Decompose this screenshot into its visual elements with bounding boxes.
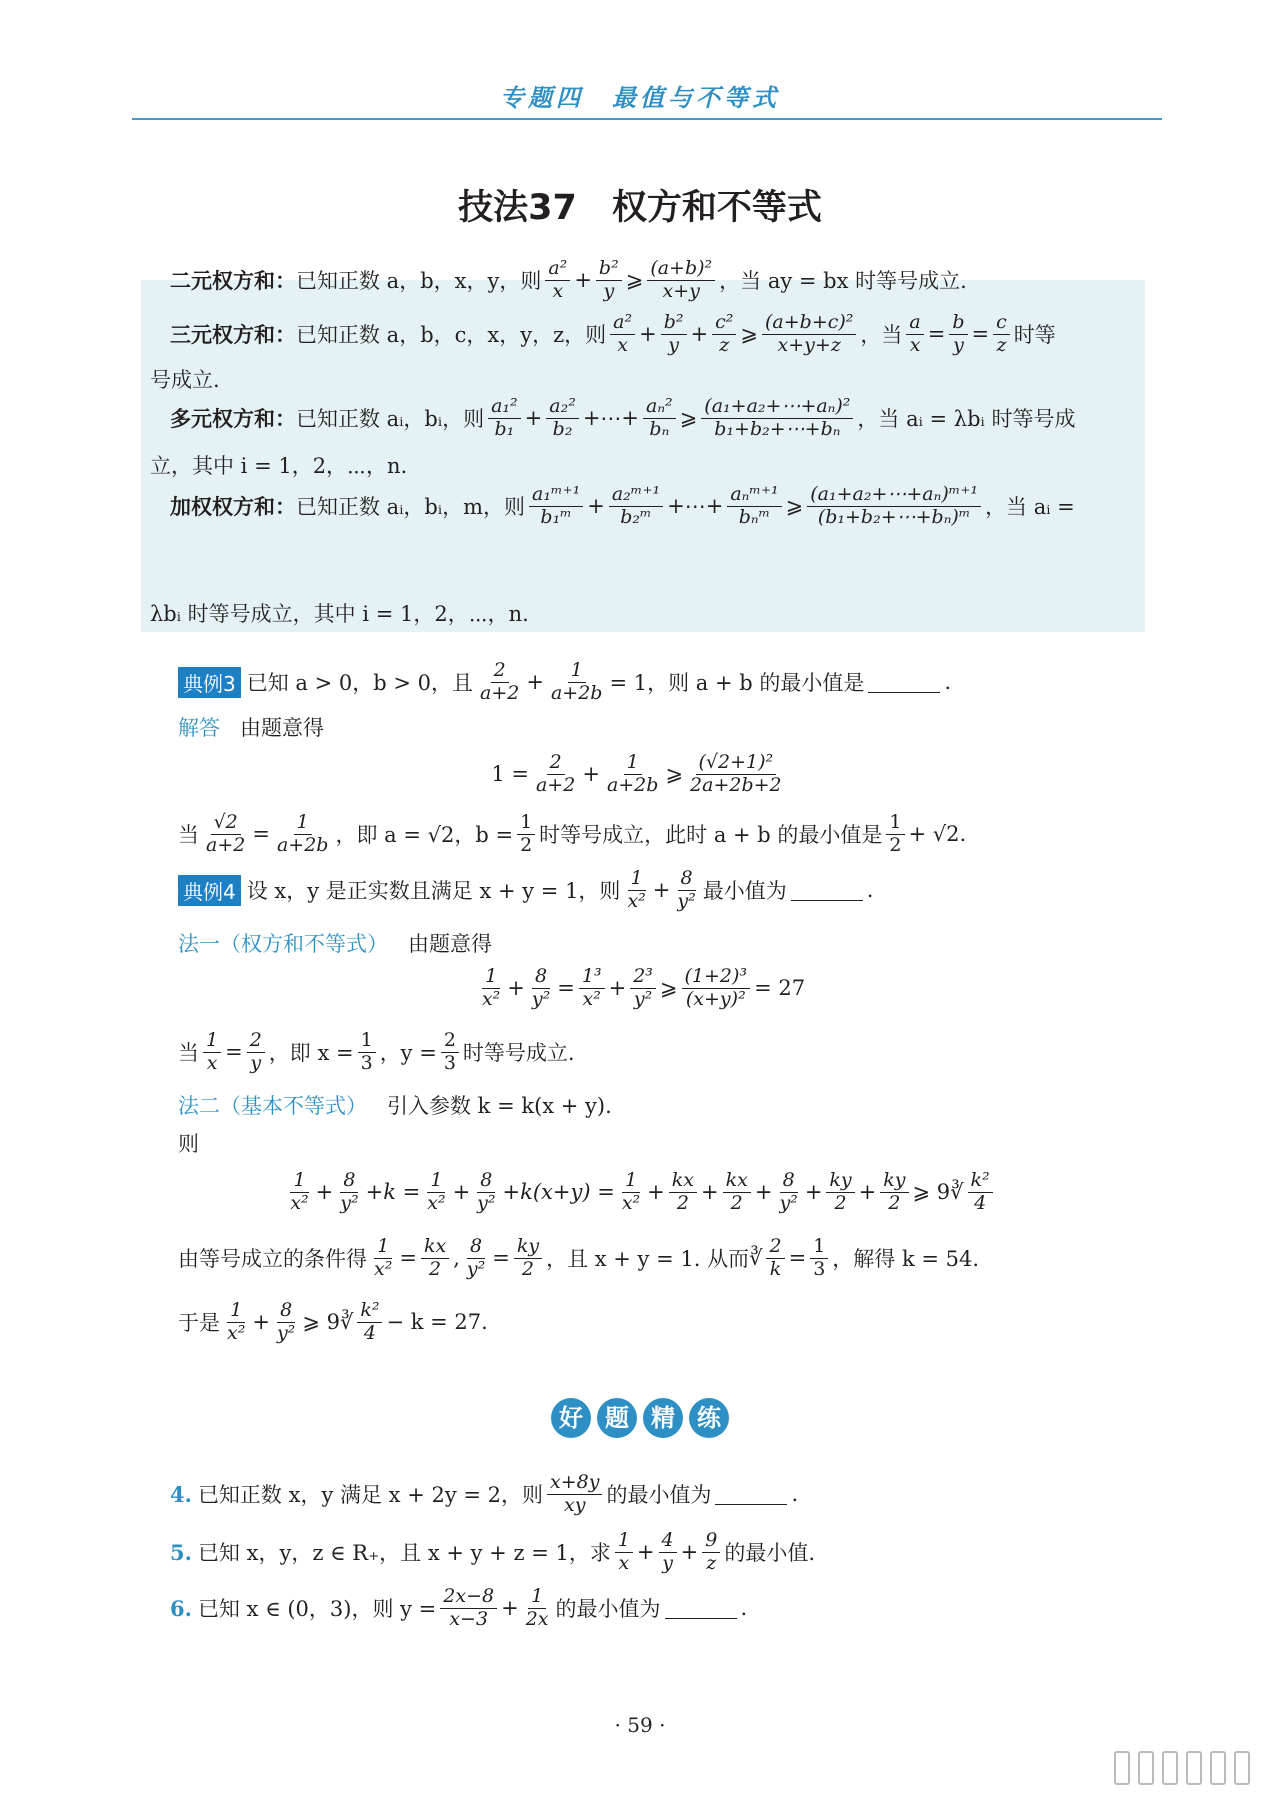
- practice-question-6: 6. 已知 x ∈ (0，3)，则 y = $\frac{2x-8}{x-3}$ + $\frac{1}{2x}$ 的最小值为 .: [170, 1585, 748, 1630]
- method-1-solution: 当 $\frac{1}{x}$ = $\frac{2}{y}$ ，即 x = $\frac{1}{3}$ ，y = $\frac{2}{3}$ 时等号成立.: [178, 1029, 575, 1074]
- method-2-label: 法二（基本不等式） 引入参数 k = k(x + y).: [178, 1094, 612, 1118]
- example-badge: 典例4: [178, 875, 241, 906]
- ternary-continued: 号成立.: [150, 368, 220, 392]
- practice-question-4: 4. 已知正数 x，y 满足 x + 2y = 2，则 $\frac{x+8y}{xy}$ 的最小值为 .: [170, 1471, 799, 1516]
- answer-blank: [715, 1484, 787, 1505]
- answer-blank: [868, 672, 940, 693]
- weighted-continued: λbᵢ 时等号成立，其中 i = 1，2，⋯，n.: [150, 602, 529, 626]
- example-badge: 典例3: [178, 667, 241, 698]
- example-3-answer-label: 解答 由题意得: [178, 716, 324, 740]
- equality-conditions: 由等号成立的条件得 $\frac{1}{\text{x²}}$ = $\frac{kx}{2}$ , $\frac{8}{\text{y²}}$ = $\frac{ky}{2}$ ，且 x + y = 1. 从而 ∛ $\frac{2}{k}$ = $\frac{1}{3}$ ，解得 k = 54.: [178, 1235, 980, 1280]
- header-rule: [132, 118, 1162, 120]
- answer-blank: [665, 1598, 737, 1619]
- running-head: 专题四 最值与不等式: [500, 83, 780, 112]
- answer-blank: [791, 880, 863, 901]
- example-4-question: 典例4 设 x，y 是正实数且满足 x + y = 1，则 $\frac{1}{\text{x²}}$ + $\frac{8}{\text{y²}}$ 最小值为 .: [178, 868, 873, 913]
- page-number: · 59 ·: [614, 1713, 666, 1737]
- final-result: 于是 $\frac{1}{\text{x²}}$ + $\frac{8}{\text{y²}}$ ⩾ 9∛ $\frac{\text{k²}}{4}$ − k = 27.: [178, 1299, 488, 1344]
- multi-power-mean: 多元权方和： 已知正数 aᵢ，bᵢ，则 $\frac{\text{a₁²}}{\text{b₁}}$ + $\frac{\text{a₂²}}{\text{b₂}}$ +⋯+ $\frac{\text{aₙ²}}{\text{bₙ}}$ ⩾ $\frac{\text{(a₁+a₂+⋯+aₙ)²}}{\text{b₁+b₂+⋯+bₙ}}$ ，当 aᵢ = λbᵢ 时等号成: [170, 395, 1076, 440]
- practice-section-badge: 好 题 精 练: [0, 1398, 1280, 1438]
- ternary-power-mean: 三元权方和： 已知正数 a，b，c，x，y，z，则 $\frac{\text{a²}}{x}$ + $\frac{\text{b²}}{y}$ + $\frac{\text{c²}}{z}$ ⩾ $\frac{\text{(a+b+c)²}}{x+y+z}$ ，当 $\frac{a}{x}$ = $\frac{b}{y}$ = $\frac{c}{z}$ 时等: [170, 311, 1056, 356]
- corner-marks: [1114, 1751, 1250, 1785]
- example-3-solution: 当 $\frac{√2}{a+2}$ = $\frac{1}{a+2b}$ ，即 a = √2，b = $\frac{1}{2}$ 时等号成立，此时 a + b 的最小值是 $\frac{1}{2}$ + √2.: [178, 811, 967, 856]
- weighted-power-mean: 加权权方和： 已知正数 aᵢ，bᵢ，m，则 $\frac{\text{a₁ᵐ⁺¹}}{\text{b₁ᵐ}}$ + $\frac{\text{a₂ᵐ⁺¹}}{\text{b₂ᵐ}}$ +⋯+ $\frac{\text{aₙᵐ⁺¹}}{\text{bₙᵐ}}$ ⩾ $\frac{\text{(a₁+a₂+⋯+aₙ)ᵐ⁺¹}}{\text{(b₁+b₂+⋯+bₙ)ᵐ}}$ ，当 aᵢ =: [170, 483, 1075, 528]
- binary-power-mean: 二元权方和： 已知正数 a，b，x，y，则 $\frac{\text{a²}}{x}$ + $\frac{\text{b²}}{y}$ ⩾ $\frac{\text{(a+b)²}}{x+y}$ ，当 ay = bx 时等号成立.: [170, 257, 967, 302]
- method-2-equation: $\frac{1}{\text{x²}}$ + $\frac{8}{\text{y²}}$ +k = $\frac{1}{\text{x²}}$ + $\frac{8}{\text{y²}}$ +k(x+y) = $\frac{1}{\text{x²}}$ + $\frac{kx}{2}$ + $\frac{kx}{2}$ + $\frac{8}{\text{y²}}$ + $\frac{ky}{2}$ + $\frac{ky}{2}$ ⩾ 9∛ $\frac{\text{k²}}{4}$: [0, 1170, 1280, 1215]
- practice-question-5: 5. 已知 x，y，z ∈ R₊，且 x + y + z = 1，求 $\frac{1}{x}$ + $\frac{4}{y}$ + $\frac{9}{z}$ 的最小值.: [170, 1529, 816, 1574]
- method-1-label: 法一（权方和不等式） 由题意得: [178, 932, 492, 956]
- then-word: 则: [178, 1132, 199, 1156]
- example-3-equation: 1 = $\frac{2}{a+2}$ + $\frac{1}{a+2b}$ ⩾ $\frac{\text{(√2+1)²}}{2a+2b+2}$: [491, 751, 782, 796]
- method-1-equation: $\frac{1}{\text{x²}}$ + $\frac{8}{\text{y²}}$ = $\frac{\text{1³}}{\text{x²}}$ + $\frac{\text{2³}}{\text{y²}}$ ⩾ $\frac{\text{(1+2)³}}{\text{(x+y)²}}$ = 27: [481, 965, 806, 1010]
- example-3-question: 典例3 已知 a > 0，b > 0，且 $\frac{2}{a+2}$ + $\frac{1}{a+2b}$ = 1，则 a + b 的最小值是 .: [178, 660, 951, 705]
- page-title: 技法37 权方和不等式: [458, 188, 822, 228]
- multi-continued: 立，其中 i = 1，2，⋯，n.: [150, 454, 408, 478]
